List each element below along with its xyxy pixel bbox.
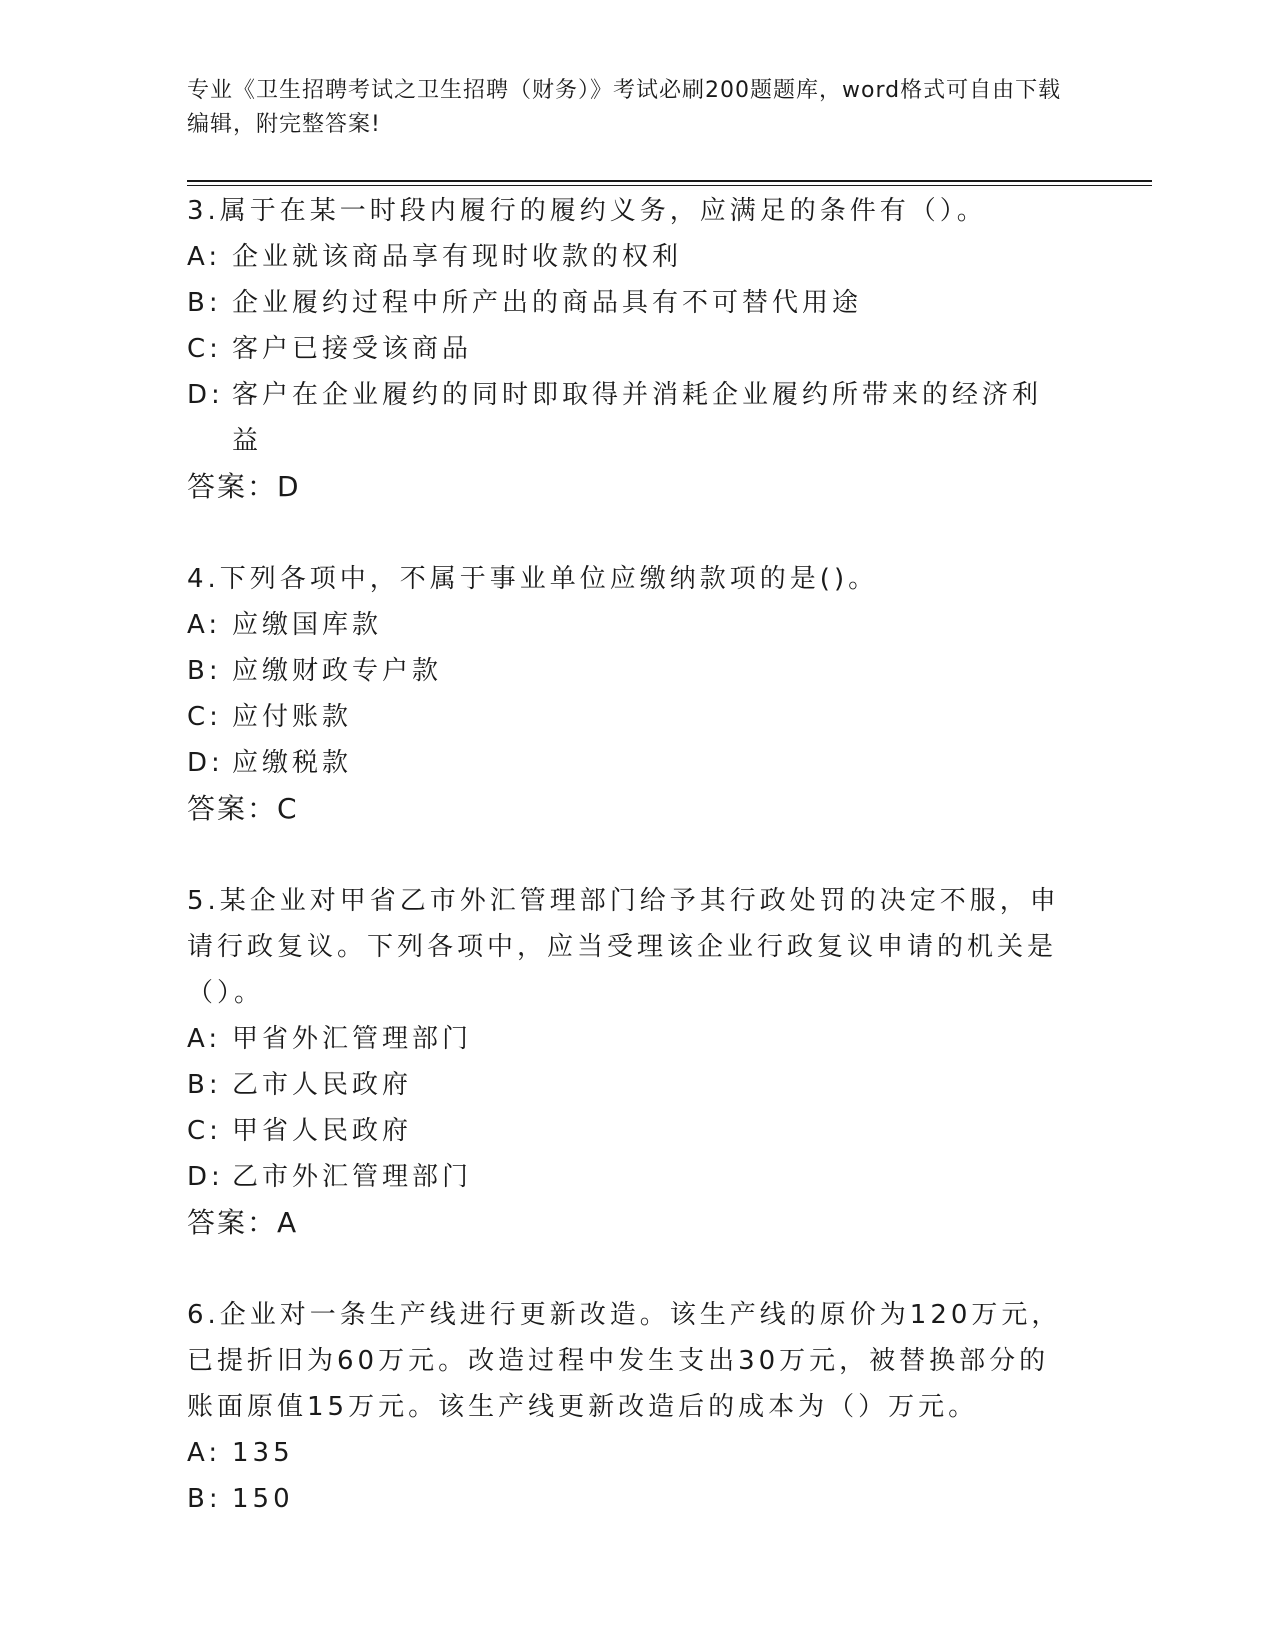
option-text: 乙市外汇管理部门: [232, 1162, 473, 1192]
option-b: [187, 1476, 1067, 1522]
option-letter: C:: [187, 1116, 222, 1146]
question-4: [187, 556, 1067, 832]
option-text: 应付账款: [232, 702, 353, 732]
option-letter: A:: [187, 1438, 222, 1468]
header-divider-thin: [187, 185, 1152, 186]
option-text: 企业履约过程中所产出的商品具有不可替代用途: [232, 288, 863, 318]
option-d: [187, 1154, 1067, 1200]
option-b: [187, 648, 1067, 694]
option-b: [187, 1062, 1067, 1108]
option-text: 甲省外汇管理部门: [232, 1024, 473, 1054]
document-intro: 专业《卫生招聘考试之卫生招聘（财务）》考试必刷200题题库，word格式可自由下载编辑，附完整答案!: [187, 78, 1062, 137]
question-3: [187, 188, 1067, 510]
option-letter: C:: [187, 702, 222, 732]
option-b: [187, 280, 1067, 326]
option-text: 150: [232, 1484, 294, 1514]
option-text: 客户在企业履约的同时即取得并消耗企业履约所带来的经济利益: [232, 380, 1043, 456]
answer-line: 答案：C: [187, 792, 299, 825]
question-text: 5.某企业对甲省乙市外汇管理部门给予其行政处罚的决定不服，申请行政复议。下列各项中，应当受理该企业行政复议申请的机关是（）。: [187, 886, 1060, 1008]
option-a: [187, 602, 1067, 648]
option-letter: B:: [187, 656, 222, 686]
option-a: [187, 1016, 1067, 1062]
header-divider-thick: [187, 180, 1152, 182]
question-text: 3.属于在某一时段内履行的履约义务，应满足的条件有（）。: [187, 196, 987, 226]
question-text: 6.企业对一条生产线进行更新改造。该生产线的原价为120万元，已提折旧为60万元。改造过程中发生支出30万元，被替换部分的账面原值15万元。该生产线更新改造后的成本为（）万元。: [187, 1300, 1062, 1422]
option-letter: D:: [187, 380, 224, 410]
option-text: 应缴税款: [232, 748, 353, 778]
option-c: [187, 1108, 1067, 1154]
option-text: 应缴财政专户款: [232, 656, 443, 686]
answer-line: 答案：D: [187, 470, 301, 503]
option-c: [187, 694, 1067, 740]
option-a: [187, 234, 1067, 280]
option-c: [187, 326, 1067, 372]
answer-line: 答案：A: [187, 1206, 299, 1239]
option-text: 乙市人民政府: [232, 1070, 413, 1100]
question-5: [187, 878, 1067, 1246]
option-text: 客户已接受该商品: [232, 334, 473, 364]
option-letter: D:: [187, 1162, 224, 1192]
option-letter: D:: [187, 748, 224, 778]
option-text: 135: [232, 1438, 294, 1468]
option-letter: B:: [187, 1484, 222, 1514]
option-text: 企业就该商品享有现时收款的权利: [232, 242, 683, 272]
question-list: [187, 188, 1067, 1522]
option-a: [187, 1430, 1067, 1476]
option-text: 甲省人民政府: [232, 1116, 413, 1146]
option-letter: A:: [187, 610, 222, 640]
option-letter: B:: [187, 1070, 222, 1100]
option-letter: A:: [187, 242, 222, 272]
option-d: [187, 372, 1067, 464]
option-letter: A:: [187, 1024, 222, 1054]
option-letter: B:: [187, 288, 222, 318]
question-6: [187, 1292, 1067, 1522]
option-text: 应缴国库款: [232, 610, 383, 640]
option-letter: C:: [187, 334, 222, 364]
question-text: 4.下列各项中，不属于事业单位应缴纳款项的是()。: [187, 564, 879, 594]
option-d: [187, 740, 1067, 786]
